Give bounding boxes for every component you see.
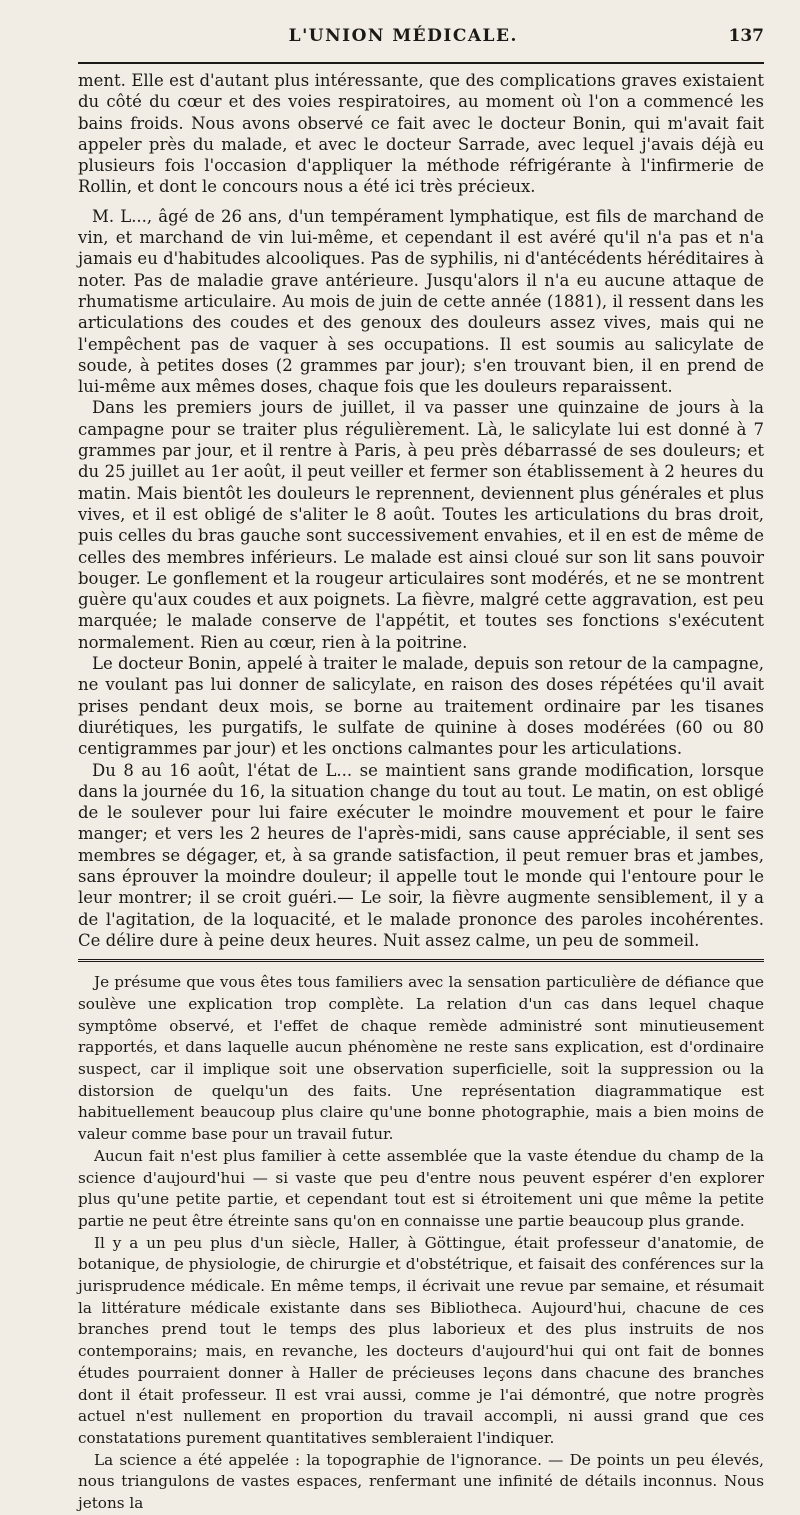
section-divider xyxy=(78,959,764,962)
paragraph: Le docteur Bonin, appelé à traiter le malade, depuis son retour de la campagne, ne voulant pas lui donner de salicylate, en raison des doses répétées qu'il avait prises pendant deux mois, se borne au traitement ordinaire par les tisanes diurétiques, les purgatifs, le sulfate de quinine à doses modérées (60 ou 80 centigrammes par jour) et les onctions calmantes pour les articulations. xyxy=(78,654,764,759)
paragraph: Je présume que vous êtes tous familiers avec la sensation particulière de défiance que soulève une explication trop complète. La relation d'un cas dans lequel chaque symptôme observé, et l'effet de chaque remède administré sont minutieusement rapportés, et dans laquelle aucun phénomène ne reste sans explication, est d'ordinaire suspect, car il implique soit une observation superficielle, soit la suppression ou la distorsion de quelqu'un des faits. Une représentation diagrammatique est habituellement beaucoup plus claire qu'une bonne photographie, mais a bien moins de valeur comme base pour un travail futur. xyxy=(78,973,764,1144)
lower-article-section xyxy=(78,972,764,1515)
header-rule xyxy=(78,62,764,64)
case-report-section xyxy=(78,70,764,951)
paragraph: Il y a un peu plus d'un siècle, Haller, à Göttingue, était professeur d'anatomie, de botanique, de physiologie, de chirurgie et d'obstétrique, et faisait des conférences sur la jurisprudence médicale. En même temps, il écrivait une revue par semaine, et résumait la littérature médicale existante dans ses Bibliotheca. Aujourd'hui, chacune de ces branches prend tout le temps des plus laborieux et des plus instruits de nos contemporains; mais, en revanche, les docteurs d'aujourd'hui qui ont fait de bonnes études pourraient donner à Haller de précieuses leçons dans chacune des branches dont il était professeur. Il est vrai aussi, comme je l'ai démontré, que notre progrès actuel n'est nullement en proportion du travail accompli, ni aussi grand que ces constatations purement quantitatives sembleraient l'indiquer. xyxy=(78,1233,764,1447)
paragraph: M. L..., âgé de 26 ans, d'un tempérament lymphatique, est fils de marchand de vin, et marchand de vin lui-même, et cependant il est avéré qu'il n'a pas et n'a jamais eu d'habitudes alcooliques. Pas de syphilis, ni d'antécédents héréditaires à noter. Pas de maladie grave antérieure. Jusqu'alors il n'a eu aucune attaque de rhumatisme articulaire. Au mois de juin de cette année (1881), il ressent dans les articulations des coudes et des genoux des douleurs assez vives, mais qui ne l'empêchent pas de vaquer à ses occupations. Il est soumis au salicylate de soude, à petites doses (2 grammes par jour); s'en trouvant bien, il en prend de lui-même aux mêmes doses, chaque fois que les douleurs reparaissent. xyxy=(78,206,764,397)
paragraph: ment. Elle est d'autant plus intéressante, que des complications graves existaient du côté du cœur et des voies respiratoires, au moment où l'on a commencé les bains froids. Nous avons observé ce fait avec le docteur Bonin, qui m'avait fait appeler près du malade, et avec le docteur Sarrade, avec lequel j'avais déjà eu plusieurs fois l'occasion d'appliquer la méthode réfrigérante à l'infirmerie de Rollin, et dont le concours nous a été ici très précieux. xyxy=(78,71,764,197)
paragraph: Aucun fait n'est plus familier à cette assemblée que la vaste étendue du champ de la science d'aujourd'hui — si vaste que peu d'entre nous peuvent espérer d'en explorer plus qu'une petite partie, et cependant tout est si étroitement uni que même la petite partie ne peut être étreinte sans qu'on en connaisse une partie beaucoup plus grande. xyxy=(78,1146,764,1230)
page-header xyxy=(78,26,764,58)
paragraph: Du 8 au 16 août, l'état de L... se maintient sans grande modification, lorsque dans la journée du 16, la situation change du tout au tout. Le matin, on est obligé de le soulever pour lui faire exécuter le moindre mouvement et pour le faire manger; et vers les 2 heures de l'après-midi, sans cause appréciable, il sent ses membres se dégager, et, à sa grande satisfaction, il peut remuer bras et jambes, sans éprouver la moindre douleur; il appelle tout le monde qui l'entoure pour le leur montrer; il se croit guéri.— Le soir, la fièvre augmente sensiblement, il y a de l'agitation, de la loquacité, et le malade prononce des paroles incohérentes. Ce délire dure à peine deux heures. Nuit assez calme, un peu de sommeil. xyxy=(78,760,764,950)
paragraph: Dans les premiers jours de juillet, il va passer une quinzaine de jours à la campagne pour se traiter plus régulièrement. Là, le salicylate lui est donné à 7 grammes par jour, et il rentre à Paris, à peu près débarrassé de ses douleurs; et du 25 juillet au 1er août, il peut veiller et fermer son établissement à 2 heures du matin. Mais bientôt les douleurs le reprennent, deviennent plus générales et plus vives, et il est obligé de s'aliter le 8 août. Toutes les articulations du bras droit, puis celles du bras gauche sont successivement envahies, et il en est de même de celles des membres inférieurs. Le malade est ainsi cloué sur son lit sans pouvoir bouger. Le gonflement et la rougeur articulaires sont modérés, et ne se montrent guère qu'aux coudes et aux poignets. La fièvre, malgré cette aggravation, est peu marquée; le malade conserve de l'appétit, et toutes ses fonctions s'exécutent normalement. Rien au cœur, rien à la poitrine. xyxy=(78,398,764,652)
page-number: 137 xyxy=(728,26,764,46)
running-title: L'UNION MÉDICALE. xyxy=(288,26,518,46)
paragraph: La science a été appelée : la topographie de l'ignorance. — De points un peu élevés, nous triangulons de vastes espaces, renfermant une infinité de détails inconnus. Nous jetons la xyxy=(78,1450,764,1513)
